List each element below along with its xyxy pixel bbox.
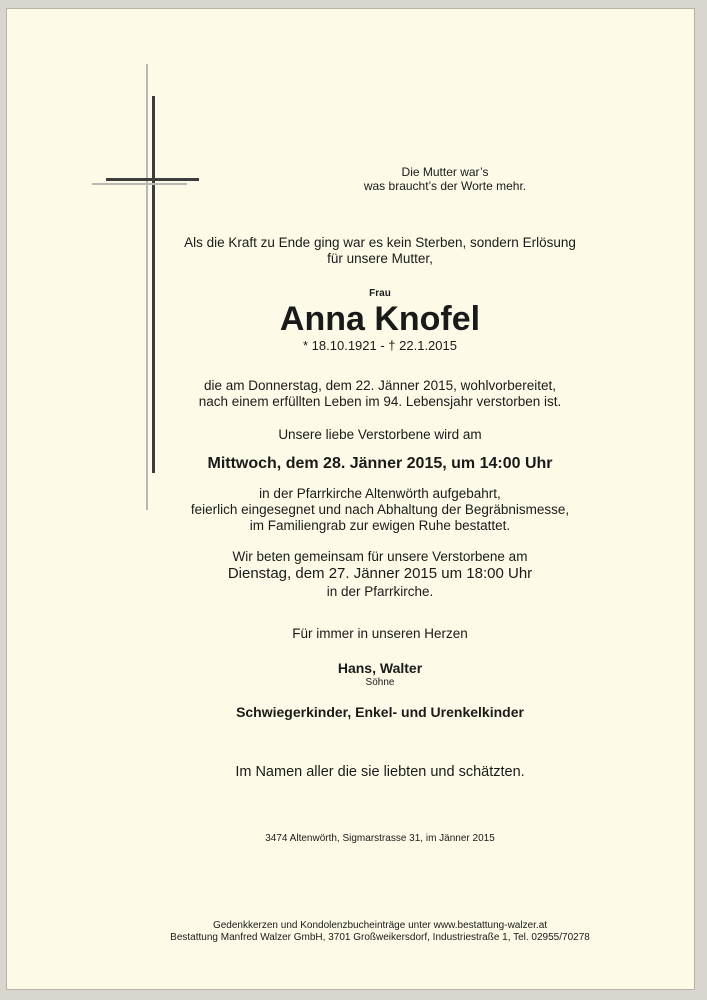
funeral-details: in der Pfarrkirche Altenwörth aufgebahrt, feierlich eingesegnet und nach Abhaltung der Begräbnismesse, im Familiengrab zur ewigen Ruhe bestattet. [190,486,570,533]
sons-label: Söhne [365,677,395,688]
intro-text: Als die Kraft zu Ende ging war es kein Sterben, sondern Erlösung für unsere Mutter, [184,235,576,266]
funeral-lead: Unsere liebe Verstorbene wird am [278,427,482,442]
place-date: 3474 Altenwörth, Sigmarstrasse 31, im Jänner 2015 [265,833,495,844]
cross-horizontal-dark [106,178,199,181]
all-loved-line: Im Namen aller die sie liebten und schätzten. [235,764,525,780]
prayer-lead: Wir beten gemeinsam für unsere Verstorbene am [232,549,528,564]
sons-names: Hans, Walter [337,660,423,676]
cross-vertical-dark [152,96,155,473]
deceased-name: Anna Knofel [279,300,481,338]
motto: Die Mutter war’s was braucht’s der Worte mehr. [363,165,527,194]
prayer-location: in der Pfarrkirche. [326,584,434,599]
footer: Gedenkkerzen und Kondolenzbucheinträge unter www.bestattung-walzer.at Bestattung Manfred Walzer GmbH, 3701 Großweikersdorf, Industriestraße 1, Tel. 02955/70278 [170,920,590,943]
prayer-date: Dienstag, dem 27. Jänner 2015 um 18:00 Uhr [227,565,533,582]
death-notice: die am Donnerstag, dem 22. Jänner 2015, wohlvorbereitet, nach einem erfüllten Leben im 94. Lebensjahr verstorben ist. [198,378,562,409]
funeral-date: Mittwoch, dem 28. Jänner 2015, um 14:00 Uhr [207,455,553,472]
cross-horizontal-light [92,183,187,185]
life-dates: * 18.10.1921 - † 22.1.2015 [303,338,457,353]
cross-vertical-light [146,64,148,510]
forever-line: Für immer in unseren Herzen [292,626,468,641]
honorific: Frau [369,288,391,299]
relatives: Schwiegerkinder, Enkel- und Urenkelkinder [236,704,524,720]
